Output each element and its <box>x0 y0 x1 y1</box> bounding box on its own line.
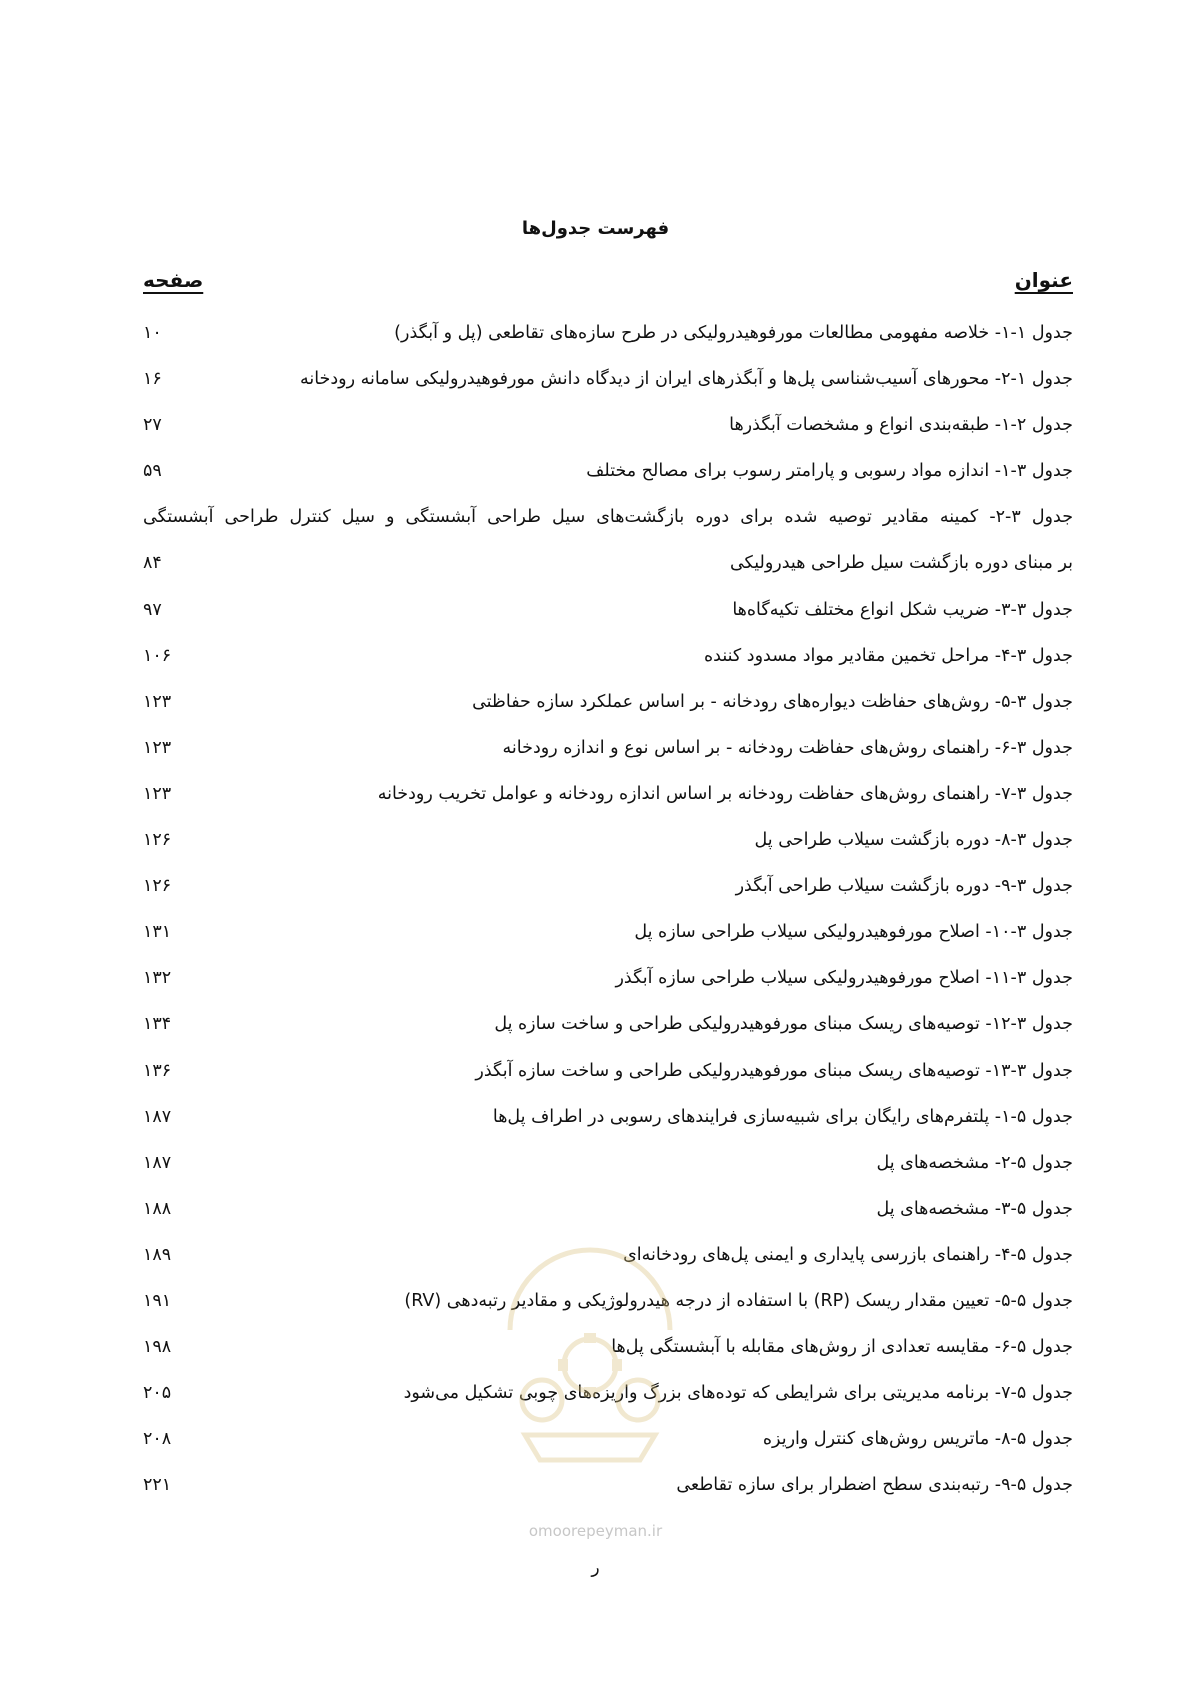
toc-entry-title: جدول ۱-۱- خلاصه مفهومی مطالعات مورفوهیدرولیکی در طرح سازه‌های تقاطعی (پل و آبگذر) <box>394 323 1073 343</box>
toc-entry-page: ۱۲۶ <box>143 830 172 851</box>
toc-entry-title: جدول ۵-۳- مشخصه‌های پل <box>876 1198 1073 1219</box>
toc-row <box>143 494 1073 540</box>
toc-row <box>143 402 1073 448</box>
toc-entry-title: بر مبنای دوره بازگشت سیل طراحی هیدرولیکی <box>729 553 1073 574</box>
toc-entry-title: جدول ۵-۷- برنامه مدیریتی برای شرایطی که توده‌های بزرگ واریزه‌های چوبی تشکیل می‌شود <box>403 1383 1073 1404</box>
toc-entry-title: جدول ۳-۵- روش‌های حفاظت دیواره‌های رودخانه - بر اساس عملکرد سازه حفاظتی <box>472 691 1073 712</box>
toc-entry-title: جدول ۳-۲- کمینه مقادیر توصیه شده برای دوره بازگشت‌های سیل طراحی آبشستگی و سیل کنترل طراحی آبشستگی <box>143 507 1074 528</box>
toc-row <box>143 725 1073 771</box>
toc-entry-page: ۱۲۳ <box>143 783 172 804</box>
toc-row <box>143 863 1073 909</box>
toc-row <box>143 1094 1073 1140</box>
toc-entry-page: ۱۸۷ <box>143 1106 172 1127</box>
toc-entry-page: ۱۸۷ <box>143 1152 172 1173</box>
toc-entry-title: جدول ۳-۹- دوره بازگشت سیلاب طراحی آبگذر <box>735 876 1073 897</box>
toc-entry-title: جدول ۵-۶- مقایسه تعدادی از روش‌های مقابله با آبشستگی پل‌ها <box>611 1337 1073 1358</box>
toc-entry-page: ۱۹۸ <box>143 1337 172 1358</box>
watermark-seal-icon <box>480 1235 700 1465</box>
toc-row <box>143 356 1073 402</box>
toc-row <box>143 1048 1073 1094</box>
toc-row-continuation <box>143 540 1073 586</box>
toc-entry-title: جدول ۵-۵- تعیین مقدار ریسک (RP) با استفاده از درجه هیدرولوژیکی و مقادیر رتبه‌دهی (RV) <box>404 1290 1073 1311</box>
toc-entry-page: ۲۷ <box>143 415 162 436</box>
toc-row <box>143 771 1073 817</box>
toc-entry-title: جدول ۵-۹- رتبه‌بندی سطح اضطرار برای سازه تقاطعی <box>676 1475 1073 1496</box>
toc-entry-page: ۱۸۹ <box>143 1244 172 1265</box>
toc-entry-title: جدول ۳-۷- راهنمای روش‌های حفاظت رودخانه بر اساس اندازه رودخانه و عوامل تخریب رودخانه <box>377 783 1073 804</box>
toc-row <box>143 448 1073 494</box>
toc-entry-title: جدول ۲-۱- طبقه‌بندی انواع و مشخصات آبگذرها <box>729 415 1073 436</box>
toc-entry-title: جدول ۵-۸- ماتریس روش‌های کنترل واریزه <box>762 1429 1073 1450</box>
toc-entry-page: ۱۰۶ <box>143 645 172 666</box>
toc-row <box>143 1140 1073 1186</box>
toc-entry-title: جدول ۳-۱- اندازه مواد رسوبی و پارامتر رسوب برای مصالح مختلف <box>586 461 1073 482</box>
toc-entry-title: جدول ۳-۶- راهنمای روش‌های حفاظت رودخانه - بر اساس نوع و اندازه رودخانه <box>502 737 1073 758</box>
toc-row <box>143 955 1073 1001</box>
toc-entry-page: ۵۹ <box>143 461 162 482</box>
toc-entry-title: جدول ۳-۱۲- توصیه‌های ریسک مبنای مورفوهیدرولیکی طراحی و ساخت سازه پل <box>494 1014 1073 1035</box>
toc-entry-title: جدول ۵-۲- مشخصه‌های پل <box>876 1152 1073 1173</box>
toc-row <box>143 587 1073 633</box>
toc-entry-page: ۹۷ <box>143 599 162 620</box>
toc-entry-page: ۲۲۱ <box>143 1475 172 1496</box>
toc-row <box>143 817 1073 863</box>
toc-entry-page: ۱۳۶ <box>143 1060 172 1081</box>
toc-row <box>143 1186 1073 1232</box>
toc-entry-page: ۱۶ <box>143 369 162 390</box>
toc-header <box>143 268 1073 302</box>
toc-entry-page: ۱۳۲ <box>143 968 172 989</box>
toc-entry-page: ۱۲۶ <box>143 876 172 897</box>
toc-entry-page: ۱۳۴ <box>143 1014 172 1035</box>
toc-entry-page: ۲۰۸ <box>143 1429 172 1450</box>
toc-entry-page: ۱۹۱ <box>143 1290 172 1311</box>
toc-entry-page: ۱۸۸ <box>143 1198 172 1219</box>
page-number: ر <box>591 1558 600 1578</box>
toc-entry-page: ۱۰ <box>143 323 162 343</box>
toc-entry-title: جدول ۳-۱۱- اصلاح مورفوهیدرولیکی سیلاب طراحی سازه آبگذر <box>615 968 1073 989</box>
toc-entry-page: ۱۳۱ <box>143 922 172 943</box>
toc-row <box>143 909 1073 955</box>
toc-entry-title: جدول ۱-۲- محورهای آسیب‌شناسی پل‌ها و آبگذرهای ایران از دیدگاه دانش مورفوهیدرولیکی سامانه رودخانه <box>299 369 1073 390</box>
toc-entry-title: جدول ۵-۱- پلتفرم‌های رایگان برای شبیه‌سازی فرایندهای رسوبی در اطراف پل‌ها <box>492 1106 1073 1127</box>
toc-entry-title: جدول ۳-۳- ضریب شکل انواع مختلف تکیه‌گاه‌ها <box>732 599 1073 620</box>
toc-entry-title: جدول ۳-۱۰- اصلاح مورفوهیدرولیکی سیلاب طراحی سازه پل <box>634 922 1073 943</box>
toc-row <box>143 679 1073 725</box>
watermark-url: omoorepeyman.ir <box>528 1522 663 1540</box>
toc-entry-page: ۱۲۳ <box>143 691 172 712</box>
toc-entry-title: جدول ۳-۴- مراحل تخمین مقادیر مواد مسدود کننده <box>703 645 1073 666</box>
toc-entry-title: جدول ۳-۸- دوره بازگشت سیلاب طراحی پل <box>754 830 1073 851</box>
toc-entry-title: جدول ۳-۱۳- توصیه‌های ریسک مبنای مورفوهیدرولیکی طراحی و ساخت سازه آبگذر <box>475 1060 1073 1081</box>
toc-row <box>143 633 1073 679</box>
toc-entry-title: جدول ۵-۴- راهنمای بازرسی پایداری و ایمنی پل‌های رودخانه‌ای <box>623 1244 1073 1265</box>
page-title: فهرست جدول‌ها <box>521 218 670 239</box>
column-page-header: صفحه <box>143 268 204 292</box>
toc-row <box>143 1001 1073 1047</box>
toc-entry-page: ۲۰۵ <box>143 1383 172 1404</box>
toc-row <box>143 1462 1073 1508</box>
toc-entry-page: ۱۲۳ <box>143 737 172 758</box>
column-title-header: عنوان <box>1014 268 1073 292</box>
toc-row <box>143 310 1073 356</box>
toc-entry-page: ۸۴ <box>143 553 162 574</box>
